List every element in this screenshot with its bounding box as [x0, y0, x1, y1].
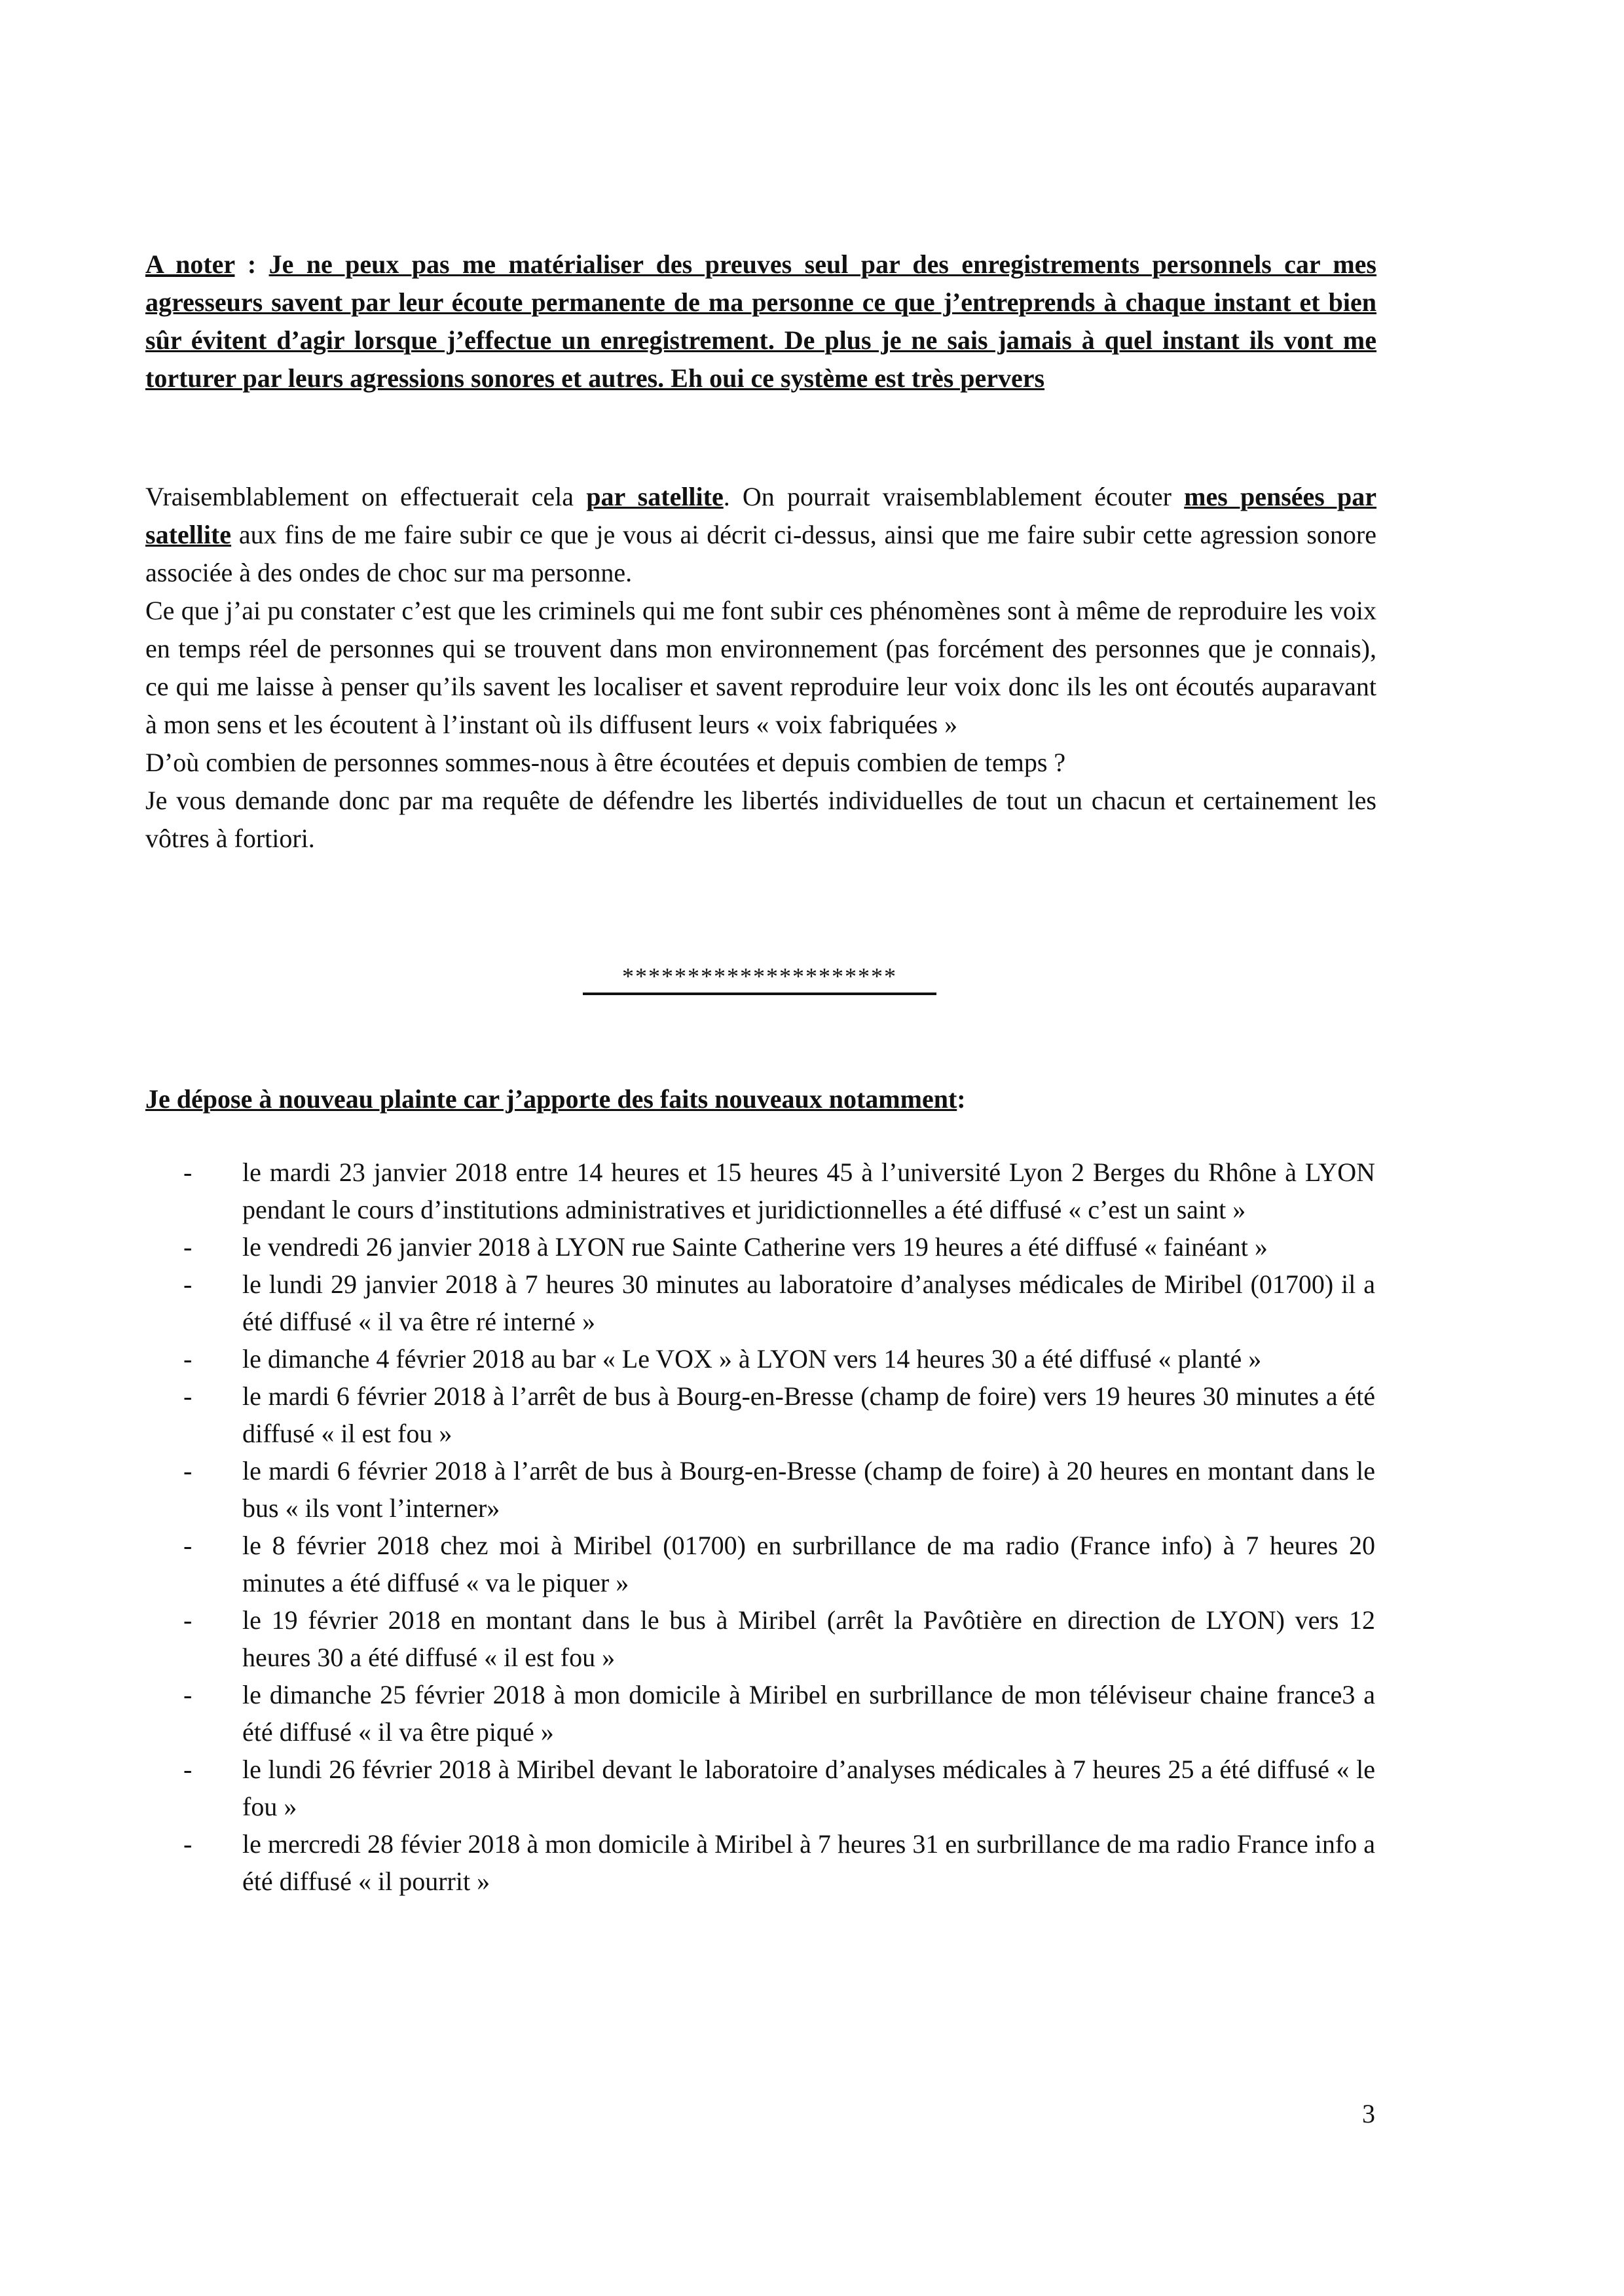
list-item: [183, 1377, 1375, 1452]
paragraph-text: aux fins de me faire subir ce que je vous ai décrit ci-dessus, ainsi que me faire subir cette agression sonore associée à des ondes de choc sur ma personne.: [145, 520, 1376, 587]
list-item: [183, 1266, 1375, 1340]
paragraph-question: D’où combien de personnes sommes-nous à être écoutées et depuis combien de temps ?: [145, 748, 1066, 777]
separator: *********************: [583, 962, 936, 995]
list-item: [183, 1452, 1375, 1527]
bullet-dash: -: [183, 1755, 193, 1784]
list-item-text: le mardi 6 février 2018 à l’arrêt de bus à Bourg-en-Bresse (champ de foire) vers 19 heures 30 minutes a été diffusé « il est fou »: [242, 1381, 1375, 1448]
bullet-dash: -: [183, 1344, 193, 1374]
paragraph-text: Vraisemblablement on effectuerait cela: [145, 482, 587, 511]
list-item-text: le mercredi 28 févier 2018 à mon domicile à Miribel à 7 heures 31 en surbrillance de ma radio France info a été diffusé « il pourrit »: [242, 1829, 1375, 1896]
bullet-dash: -: [183, 1829, 193, 1859]
paragraph-request: Je vous demande donc par ma requête de défendre les libertés individuelles de tout un chacun et certainement les vôtres à fortiori.: [145, 786, 1376, 853]
list-item-text: le vendredi 26 janvier 2018 à LYON rue Sainte Catherine vers 19 heures a été diffusé « fainéant »: [242, 1232, 1268, 1262]
bullet-dash: -: [183, 1605, 193, 1635]
note-label: A noter: [145, 249, 235, 279]
bullet-dash: -: [183, 1456, 193, 1485]
list-item: [183, 1228, 1375, 1266]
list-item-text: le 8 février 2018 chez moi à Miribel (01700) en surbrillance de ma radio (France info) à 7 heures 20 minutes a été diffusé « va le piquer »: [242, 1531, 1375, 1597]
note-text: Je ne peux pas me matérialiser des preuves seul par des enregistrements personnels car mes agresseurs savent par leur écoute permanente de ma personne ce que j’entreprends à chaque instant et bien sûr évitent d’agir lorsque j’effectue un enregistrement. De plus je ne sais jamais à quel instant ils vont me torturer par leurs agressions sonores et autres. Eh oui ce système est très pervers: [145, 249, 1376, 393]
list-item: [183, 1751, 1375, 1825]
bullet-dash: -: [183, 1531, 193, 1560]
bullet-dash: -: [183, 1381, 193, 1411]
paragraph-text: . On pourrait vraisemblablement écouter: [723, 482, 1185, 511]
list-item: [183, 1340, 1375, 1377]
heading-text: Je dépose à nouveau plainte car j’apporte des faits nouveaux notamment: [145, 1084, 957, 1114]
list-item: [183, 1154, 1375, 1228]
list-item-text: le mardi 23 janvier 2018 entre 14 heures et 15 heures 45 à l’université Lyon 2 Berges du Rhône à LYON pendant le cours d’institutions administratives et juridictionnelles a été diffusé « c’est un saint »: [242, 1157, 1375, 1224]
list-item-text: le dimanche 4 février 2018 au bar « Le VOX » à LYON vers 14 heures 30 a été diffusé « planté »: [242, 1344, 1262, 1374]
bullet-dash: -: [183, 1680, 193, 1709]
body-text: [145, 478, 1376, 858]
paragraph-satellite: [145, 478, 1376, 592]
section-heading: [145, 1080, 1376, 1118]
bullet-dash: -: [183, 1157, 193, 1187]
list-item-text: le mardi 6 février 2018 à l’arrêt de bus à Bourg-en-Bresse (champ de foire) à 20 heures en montant dans le bus « ils vont l’interner»: [242, 1456, 1375, 1523]
emphasis-satellite: par satellite: [586, 482, 724, 511]
list-item-text: le lundi 29 janvier 2018 à 7 heures 30 minutes au laboratoire d’analyses médicales de Miribel (01700) il a été diffusé « il va être ré interné »: [242, 1269, 1375, 1336]
list-item: [183, 1676, 1375, 1751]
bullet-dash: -: [183, 1232, 193, 1262]
list-item-text: le lundi 26 février 2018 à Miribel devant le laboratoire d’analyses médicales à 7 heures 25 a été diffusé « le fou »: [242, 1755, 1375, 1821]
page-number: 3: [1362, 2099, 1375, 2128]
note-colon: :: [234, 249, 269, 279]
list-item-text: le dimanche 25 février 2018 à mon domicile à Miribel en surbrillance de mon téléviseur chaine france3 a été diffusé « il va être piqué »: [242, 1680, 1375, 1747]
paragraph-voices: Ce que j’ai pu constater c’est que les criminels qui me font subir ces phénomènes sont à même de reproduire les voix en temps réel de personnes qui se trouvent dans mon environnement (pas forcément des personnes que je connais), ce qui me laisse à penser qu’ils savent les localiser et savent reproduire leur voix donc ils les ont écoutés auparavant à mon sens et les écoutent à l’instant où ils diffusent leurs « voix fabriquées »: [145, 596, 1376, 739]
list-item: [183, 1825, 1375, 1900]
facts-list: [183, 1154, 1375, 1900]
list-item-text: le 19 février 2018 en montant dans le bus à Miribel (arrêt la Pavôtière en direction de LYON) vers 12 heures 30 a été diffusé « il est fou »: [242, 1605, 1375, 1672]
list-item: [183, 1601, 1375, 1676]
bullet-dash: -: [183, 1269, 193, 1299]
note-paragraph: [145, 246, 1376, 397]
list-item: [183, 1527, 1375, 1601]
heading-colon: :: [957, 1084, 966, 1114]
emphasis-thoughts: mes pensées par satellite: [145, 482, 1377, 549]
